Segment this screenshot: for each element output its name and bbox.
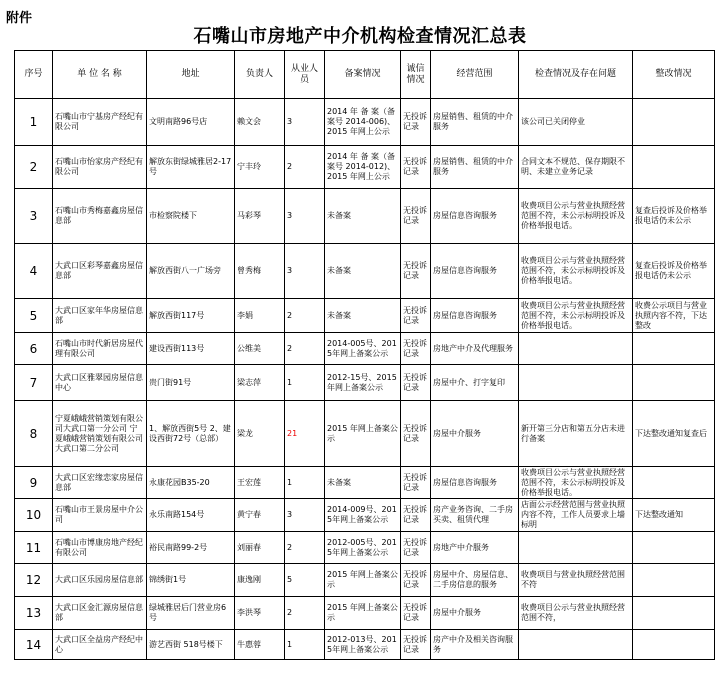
cell-person: 曾秀梅 — [235, 244, 285, 299]
cell-fix — [633, 467, 715, 499]
header-staff: 从业人员 — [285, 51, 325, 99]
cell-check: 收费项目公示与营业执照经营范围不符，未公示标明投诉及价格举报电话。 — [519, 244, 633, 299]
cell-record: 2012-013号、2015年网上备案公示 — [325, 630, 401, 660]
header-record: 备案情况 — [325, 51, 401, 99]
cell-record: 2015 年网上备案公示 — [325, 564, 401, 597]
cell-scope: 房地产中介及代理服务 — [431, 333, 519, 365]
cell-person: 刘丽春 — [235, 532, 285, 564]
table-row — [15, 365, 715, 401]
cell-name: 石嘴山市秀梅嘉鑫房屋信息部 — [53, 189, 147, 244]
cell-scope: 房产中介及相关咨询服务 — [431, 630, 519, 660]
cell-no: 3 — [15, 189, 53, 244]
cell-scope: 房屋信息咨询服务 — [431, 299, 519, 333]
cell-check — [519, 630, 633, 660]
header-address: 地址 — [147, 51, 235, 99]
cell-fix: 收费公示项目与营业执照内容不符，下达整改 — [633, 299, 715, 333]
cell-credit: 无投诉记录 — [401, 299, 431, 333]
cell-name: 石嘴山市怡家房产经纪有限公司 — [53, 146, 147, 189]
cell-scope: 房地产中介服务 — [431, 532, 519, 564]
table-row — [15, 532, 715, 564]
cell-check — [519, 333, 633, 365]
cell-address: 贵门街91号 — [147, 365, 235, 401]
cell-staff: 2 — [285, 597, 325, 630]
cell-name: 石嘴山市宁基房产经纪有限公司 — [53, 99, 147, 146]
cell-fix — [633, 630, 715, 660]
cell-staff: 5 — [285, 564, 325, 597]
table-row — [15, 401, 715, 467]
header-credit: 诚信情况 — [401, 51, 431, 99]
summary-table — [14, 50, 715, 660]
cell-staff: 21 — [285, 401, 325, 467]
header-person: 负责人 — [235, 51, 285, 99]
cell-address: 建设西街113号 — [147, 333, 235, 365]
cell-record: 2014-009号、2015年网上备案公示 — [325, 499, 401, 532]
cell-person: 梁龙 — [235, 401, 285, 467]
cell-credit: 无投诉记录 — [401, 532, 431, 564]
cell-no: 4 — [15, 244, 53, 299]
cell-no: 2 — [15, 146, 53, 189]
table-body — [15, 99, 715, 660]
cell-staff: 3 — [285, 189, 325, 244]
cell-person: 宁丰玲 — [235, 146, 285, 189]
cell-no: 12 — [15, 564, 53, 597]
table-row — [15, 499, 715, 532]
cell-scope: 房屋销售、租赁的中介服务 — [431, 146, 519, 189]
cell-address: 解放西街八一广场旁 — [147, 244, 235, 299]
cell-credit: 无投诉记录 — [401, 597, 431, 630]
cell-staff: 2 — [285, 333, 325, 365]
cell-staff: 3 — [285, 99, 325, 146]
cell-check: 收费项目公示与营业执照经营范围不符，未公示标明投诉及价格举报电话。 — [519, 189, 633, 244]
cell-scope: 房屋中介服务 — [431, 401, 519, 467]
header-name: 单 位 名 称 — [53, 51, 147, 99]
cell-credit: 无投诉记录 — [401, 564, 431, 597]
cell-no: 7 — [15, 365, 53, 401]
cell-check — [519, 365, 633, 401]
cell-credit: 无投诉记录 — [401, 499, 431, 532]
cell-record: 未备案 — [325, 467, 401, 499]
cell-fix — [633, 99, 715, 146]
cell-scope: 房屋信息咨询服务 — [431, 244, 519, 299]
table-row — [15, 299, 715, 333]
cell-credit: 无投诉记录 — [401, 401, 431, 467]
cell-staff: 2 — [285, 146, 325, 189]
cell-address: 裕民南路99-2号 — [147, 532, 235, 564]
cell-scope: 房产业务咨询、二手房买卖、租赁代理 — [431, 499, 519, 532]
cell-person: 康逸刚 — [235, 564, 285, 597]
table-row — [15, 630, 715, 660]
cell-address: 锦绣街1号 — [147, 564, 235, 597]
cell-fix — [633, 365, 715, 401]
cell-no: 9 — [15, 467, 53, 499]
cell-address: 文明南路96号店 — [147, 99, 235, 146]
cell-fix — [633, 564, 715, 597]
cell-record: 2014-005号、2015年网上备案公示 — [325, 333, 401, 365]
header-check: 检查情况及存在问题 — [519, 51, 633, 99]
attachment-label: 附件 — [6, 11, 33, 26]
cell-scope: 房屋中介服务 — [431, 597, 519, 630]
cell-address: 永康花园B35-20 — [147, 467, 235, 499]
cell-scope: 房屋信息咨询服务 — [431, 189, 519, 244]
table-row — [15, 564, 715, 597]
cell-staff: 3 — [285, 244, 325, 299]
cell-person: 赖文会 — [235, 99, 285, 146]
cell-no: 14 — [15, 630, 53, 660]
cell-fix — [633, 532, 715, 564]
cell-check — [519, 532, 633, 564]
header-fix: 整改情况 — [633, 51, 715, 99]
cell-check: 收费项目公示与营业执照经营范围不符， — [519, 597, 633, 630]
cell-name: 石嘴山市王景房屋中介公司 — [53, 499, 147, 532]
cell-record: 2015 年网上备案公示 — [325, 597, 401, 630]
cell-credit: 无投诉记录 — [401, 467, 431, 499]
cell-no: 5 — [15, 299, 53, 333]
cell-no: 10 — [15, 499, 53, 532]
cell-staff: 2 — [285, 532, 325, 564]
cell-scope: 房屋销售、租赁的中介服务 — [431, 99, 519, 146]
cell-fix — [633, 333, 715, 365]
cell-credit: 无投诉记录 — [401, 189, 431, 244]
cell-record: 2014 年 备 案（备案号 2014-006)、2015 年网上公示 — [325, 99, 401, 146]
cell-person: 公维美 — [235, 333, 285, 365]
cell-address: 游艺西街 518号楼下 — [147, 630, 235, 660]
cell-scope: 房屋信息咨询服务 — [431, 467, 519, 499]
cell-check: 合同文本不规范、保存期限不明、未建立业务记录 — [519, 146, 633, 189]
cell-name: 大武口区全益房产经纪中心 — [53, 630, 147, 660]
cell-name: 宁夏峨峨营销策划有限公司大武口第一分公司 宁夏峨峨营销策划有限公司大武口第二分公司 — [53, 401, 147, 467]
table-header-row — [15, 51, 715, 99]
table-row — [15, 467, 715, 499]
cell-person: 梁志萍 — [235, 365, 285, 401]
cell-person: 牛惠蓉 — [235, 630, 285, 660]
cell-fix: 下达整改通知 — [633, 499, 715, 532]
cell-name: 大武口区彩琴嘉鑫房屋信息部 — [53, 244, 147, 299]
table-row — [15, 189, 715, 244]
cell-credit: 无投诉记录 — [401, 146, 431, 189]
cell-credit: 无投诉记录 — [401, 630, 431, 660]
cell-fix: 复查后投诉及价格举报电话仍未公示 — [633, 189, 715, 244]
cell-fix: 下达整改通知复查后 — [633, 401, 715, 467]
cell-record: 2015 年网上备案公示 — [325, 401, 401, 467]
cell-no: 11 — [15, 532, 53, 564]
cell-staff: 1 — [285, 467, 325, 499]
cell-person: 王宏莲 — [235, 467, 285, 499]
cell-person: 李洪琴 — [235, 597, 285, 630]
cell-address: 解放西街117号 — [147, 299, 235, 333]
cell-record: 未备案 — [325, 244, 401, 299]
cell-person: 马彩琴 — [235, 189, 285, 244]
cell-address: 市检察院楼下 — [147, 189, 235, 244]
cell-credit: 无投诉记录 — [401, 365, 431, 401]
cell-no: 1 — [15, 99, 53, 146]
cell-no: 13 — [15, 597, 53, 630]
cell-name: 石嘴山市时代新居房屋代理有限公司 — [53, 333, 147, 365]
cell-name: 大武口区乐园房屋信息部 — [53, 564, 147, 597]
cell-scope: 房屋中介、打字复印 — [431, 365, 519, 401]
table-row — [15, 333, 715, 365]
cell-check: 收费项目公示与营业执照经营范围不符，未公示标明投诉及价格举报电话。 — [519, 299, 633, 333]
cell-record: 2014 年 备 案（备案号 2014-012)、2015 年网上公示 — [325, 146, 401, 189]
cell-credit: 无投诉记录 — [401, 99, 431, 146]
cell-staff: 2 — [285, 299, 325, 333]
cell-name: 石嘴山市博康房地产经纪有限公司 — [53, 532, 147, 564]
cell-fix: 复查后投诉及价格举报电话仍未公示 — [633, 244, 715, 299]
cell-no: 6 — [15, 333, 53, 365]
cell-record: 未备案 — [325, 189, 401, 244]
cell-name: 大武口区雅翠园房屋信息中心 — [53, 365, 147, 401]
cell-name: 大武口区金汇源房屋信息部 — [53, 597, 147, 630]
cell-address: 1、解放西街5号 2、建设西街72号（总部） — [147, 401, 235, 467]
cell-address: 解放东街绿城雅居2-17号 — [147, 146, 235, 189]
cell-credit: 无投诉记录 — [401, 244, 431, 299]
cell-record: 2012-15号、2015年网上备案公示 — [325, 365, 401, 401]
cell-no: 8 — [15, 401, 53, 467]
cell-check: 收费项目公示与营业执照经营范围不符，未公示标明投诉及价格举报电话。 — [519, 467, 633, 499]
cell-staff: 3 — [285, 499, 325, 532]
table-row — [15, 99, 715, 146]
table-row — [15, 146, 715, 189]
cell-check: 该公司已关闭停业 — [519, 99, 633, 146]
cell-credit: 无投诉记录 — [401, 333, 431, 365]
cell-staff: 1 — [285, 630, 325, 660]
cell-person: 李娟 — [235, 299, 285, 333]
cell-check: 店面公示经营范围与营业执照内容不符，工作人员要求上墙标明 — [519, 499, 633, 532]
cell-staff: 1 — [285, 365, 325, 401]
cell-name: 大武口区宏缘恋家房屋信息部 — [53, 467, 147, 499]
cell-address: 永乐南路154号 — [147, 499, 235, 532]
cell-person: 黄宁春 — [235, 499, 285, 532]
cell-check: 新开第三分店和第五分店未进行备案 — [519, 401, 633, 467]
cell-scope: 房屋中介、房屋信息、二手房信息的服务 — [431, 564, 519, 597]
cell-check: 收费项目与营业执照经营范围不符 — [519, 564, 633, 597]
header-no: 序号 — [15, 51, 53, 99]
cell-address: 绿城雅居后门营业房6号 — [147, 597, 235, 630]
table-row — [15, 244, 715, 299]
table-row — [15, 597, 715, 630]
cell-name: 大武口区家年华房屋信息部 — [53, 299, 147, 333]
cell-fix — [633, 597, 715, 630]
cell-fix — [633, 146, 715, 189]
cell-record: 未备案 — [325, 299, 401, 333]
page-title: 石嘴山市房地产中介机构检查情况汇总表 — [193, 26, 527, 47]
cell-record: 2012-005号、2015年网上备案公示 — [325, 532, 401, 564]
header-scope: 经营范围 — [431, 51, 519, 99]
